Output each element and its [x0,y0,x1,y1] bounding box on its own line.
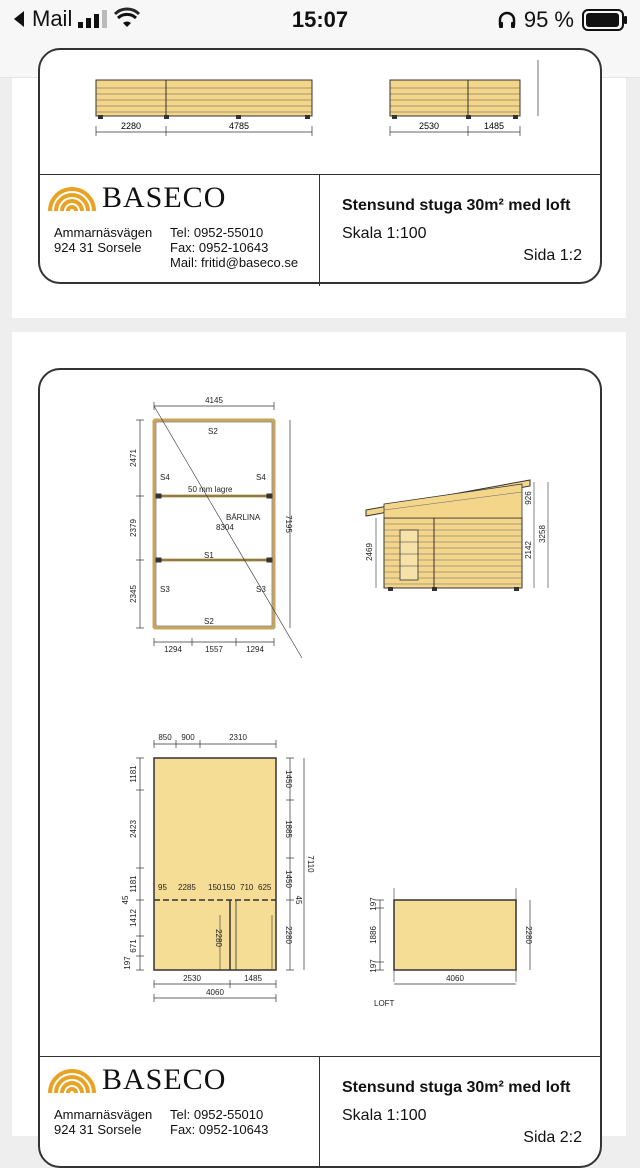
dim-1485: 1485 [483,121,505,131]
dim-95: 95 [158,883,167,892]
drawing-page-1 [12,78,626,318]
front-elevation-bottom [96,80,312,136]
company-contact [170,1107,268,1137]
dim-625: 625 [258,883,272,892]
dim-4785: 4785 [228,121,250,131]
dim-150a: 150 [208,883,222,892]
loft-plan [369,888,533,1008]
dim-2142: 2142 [524,541,533,559]
back-app-label: Mail [32,6,73,31]
dim-2345: 2345 [129,585,138,603]
elevation-strip [40,50,600,148]
dim-2530: 2530 [418,121,440,131]
dim-7195: 7195 [284,515,293,533]
company-contact [170,225,298,270]
street: Ammarnäsvägen [54,225,153,240]
dim-1450b: 1450 [284,870,293,888]
fax: Fax: 0952-10643 [170,240,269,255]
fax: Fax: 0952-10643 [170,1122,269,1137]
dim-2379: 2379 [129,519,138,537]
label-s3-left: S3 [160,585,170,594]
dim-4060-loft: 4060 [446,974,464,983]
dim-1885: 1885 [284,820,293,838]
drawing-scale: Skala 1:100 [342,1107,427,1124]
dim-4145: 4145 [205,396,223,405]
dim-1181a: 1181 [129,765,138,783]
dim-2469: 2469 [365,543,374,561]
dim-2423: 2423 [129,820,138,838]
dim-197-top: 197 [369,897,378,911]
baseco-sun-icon [48,185,96,211]
dim-671: 671 [129,939,138,953]
dim-197: 197 [123,956,132,970]
loft-label: LOFT [374,999,395,1008]
dim-926: 926 [524,491,533,505]
dim-2471: 2471 [129,449,138,467]
dim-2280-loft: 2280 [524,926,533,944]
street: Ammarnäsvägen [54,1107,153,1122]
dim-1450a: 1450 [284,770,293,788]
company-name: BASECO [102,1063,227,1096]
dim-1181b: 1181 [129,875,138,893]
sheet-frame [38,368,602,1168]
side-elevation [365,480,548,591]
status-bar [0,0,640,40]
dim-197-bottom: 197 [369,959,378,973]
dim-3258: 3258 [538,525,547,543]
dim-900: 900 [181,733,195,742]
label-s4-right: S4 [256,473,266,482]
drawing-page-number: Sida 1:2 [523,247,582,264]
company-name: BASECO [102,181,227,214]
dim-2285: 2285 [178,883,196,892]
dim-4060: 4060 [206,988,224,997]
tel: Tel: 0952-55010 [170,1107,264,1122]
drawing-page-number: Sida 2:2 [523,1129,582,1146]
dim-150b: 150 [222,883,236,892]
label-barlina: BÄRLINA [226,513,261,522]
battery-icon [582,9,628,31]
dim-1412: 1412 [129,909,138,927]
title-block [40,174,600,286]
baseco-sun-icon [48,1067,96,1093]
clock: 15:07 [291,7,349,32]
dim-1886: 1886 [369,926,378,944]
dim-2280-inner: 2280 [214,929,223,947]
dim-1294a: 1294 [164,645,182,654]
sheet-frame [38,48,602,284]
dim-1485: 1485 [244,974,262,983]
dim-710: 710 [240,883,254,892]
dim-2280-right: 2280 [284,926,293,944]
dim-7110: 7110 [306,855,315,873]
label-s4-left: S4 [160,473,170,482]
dim-2310: 2310 [229,733,247,742]
tel: Tel: 0952-55010 [170,225,264,240]
company-address [54,1107,152,1137]
company-address [54,225,152,255]
drawing-page-2 [12,332,626,1146]
label-s2-top: S2 [208,427,218,436]
drawing-title: Stensund stuga 30m² med loft [342,1079,571,1096]
dim-45-left: 45 [121,895,130,905]
baseco-logo [48,1063,226,1097]
drawing-scale: Skala 1:100 [342,225,427,242]
label-lagre: 50 mm lagre [188,485,233,494]
title-block [40,1056,600,1168]
side-elevation-bottom [390,60,538,136]
dim-2280: 2280 [120,121,142,131]
baseco-logo [48,181,226,215]
postal: 924 31 Sorsele [54,240,142,255]
door [400,530,418,580]
label-diagonal: 8304 [216,523,234,532]
headphones-icon [498,11,516,29]
label-s2-bottom: S2 [204,617,214,626]
battery-percent: 95 % [523,7,574,32]
dim-1557: 1557 [205,645,223,654]
drawing-title: Stensund stuga 30m² med loft [342,197,571,214]
postal: 924 31 Sorsele [54,1122,142,1137]
floor-plan [121,733,315,1002]
dim-1294b: 1294 [246,645,264,654]
label-s1: S1 [204,551,214,560]
label-s3-right: S3 [256,585,266,594]
mail: Mail: fritid@baseco.se [170,255,299,270]
drawing-area [40,370,600,1060]
dim-45-right: 45 [294,895,303,905]
dim-850: 850 [158,733,172,742]
dim-2530: 2530 [183,974,201,983]
